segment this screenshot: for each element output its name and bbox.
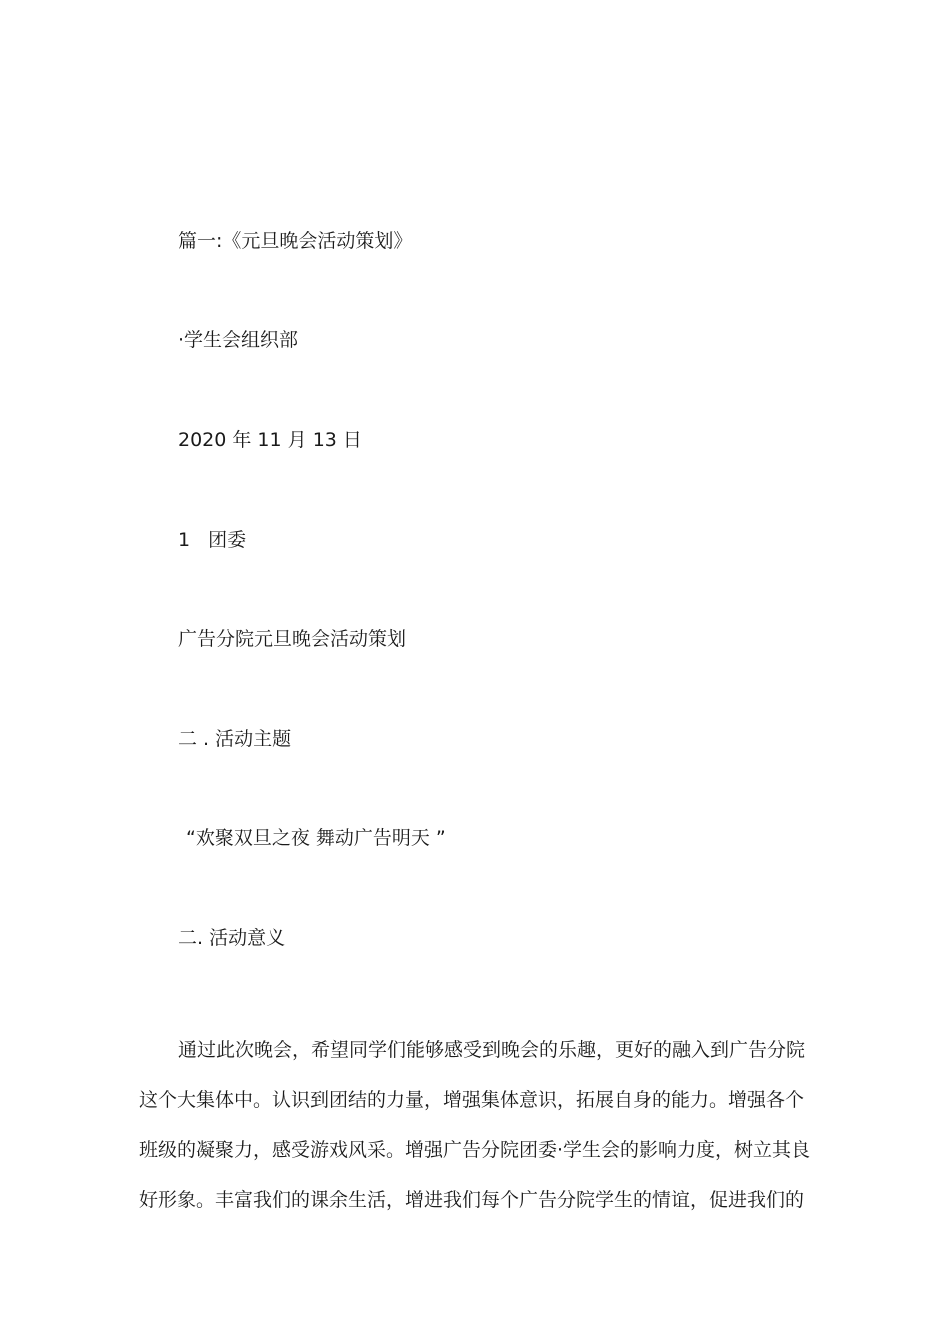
section-theme-heading: 二 . 活动主题 (178, 728, 292, 750)
paragraph-line: 这个大集体中。认识到团结的力量，增强集体意识，拓展自身的能力。增强各个 (139, 1089, 805, 1111)
meaning-paragraph (139, 1025, 811, 1225)
plan-title: 广告分院元旦晚会活动策划 (178, 628, 407, 650)
section-meaning-heading: 二. 活动意义 (178, 927, 286, 949)
item-one-number: 1 (178, 529, 191, 551)
date-line: 2020 年 11 月 13 日 (178, 429, 362, 451)
paragraph-line: 好形象。丰富我们的课余生活，增进我们每个广告分院学生的情谊，促进我们的 (139, 1189, 805, 1211)
item-one-text: 团委 (208, 529, 247, 551)
item-one-line (178, 528, 246, 552)
paragraph-line: 班级的凝聚力，感受游戏风采。增强广告分院团委·学生会的影响力度，树立其良 (139, 1139, 811, 1161)
document-heading: 篇一:《元旦晚会活动策划》 (178, 230, 413, 252)
paragraph-line: 通过此次晚会，希望同学们能够感受到晚会的乐趣，更好的融入到广告分院 (178, 1039, 806, 1061)
organization-line: ·学生会组织部 (178, 329, 299, 351)
theme-quote: “欢聚双旦之夜 舞动广告明天 ” (186, 827, 446, 849)
